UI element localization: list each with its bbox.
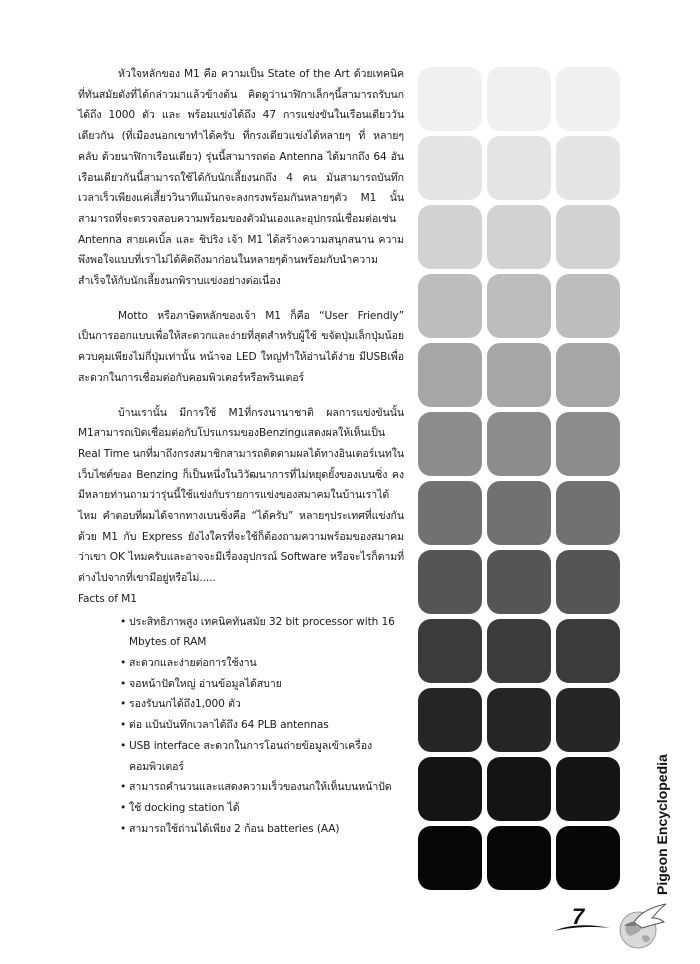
gradient-tile bbox=[418, 757, 482, 821]
gradient-tile bbox=[487, 67, 551, 131]
fact-item: • จอหน้าปัดใหญ่ อ่านข้อมูลได้สบาย bbox=[120, 674, 404, 695]
gradient-tile bbox=[556, 619, 620, 683]
gradient-tile bbox=[418, 619, 482, 683]
facts-title: Facts of M1 bbox=[78, 592, 137, 605]
gradient-tile bbox=[418, 274, 482, 338]
gradient-tile bbox=[556, 688, 620, 752]
fact-item: • สามารถใช้ถ่านได้เพียง 2 ก้อน batteries (AA) bbox=[120, 819, 404, 840]
gradient-tile bbox=[556, 136, 620, 200]
gradient-tile bbox=[418, 205, 482, 269]
article-body bbox=[78, 64, 404, 839]
gradient-tile bbox=[487, 343, 551, 407]
gradient-tile bbox=[487, 274, 551, 338]
fact-item: • สามารถคำนวนและแสดงความเร็วของนกให้เห็นบนหน้าปัด bbox=[120, 777, 404, 798]
gradient-tile bbox=[556, 481, 620, 545]
gradient-tile bbox=[418, 481, 482, 545]
gradient-tile bbox=[487, 205, 551, 269]
gradient-tile bbox=[418, 343, 482, 407]
fact-item: • ประสิทธิภาพสูง เทคนิคทันสมัย 32 bit processor with 16 Mbytes of RAM bbox=[120, 612, 404, 653]
gradient-tile bbox=[556, 550, 620, 614]
gradient-tile bbox=[418, 826, 482, 890]
gradient-tile bbox=[418, 688, 482, 752]
paragraph-intro: หัวใจหลักของ M1 คือ ความเป็น State of the Art ด้วยเทคนิคที่ทันสมัยดังที่ได้กล่าวมาแล้วข้างต้น คิดดูว่านาฬิกาเล็กๆนี้สามารถรับนกได้ถึง 1000 ตัว และ พร้อมแข่งได้ถึง 47 การแข่งขันในเรือนเดียววันเดียวกัน (ที่เมืองนอกเขาทำได้ครับ ที่กรงเดียวแข่งได้หลายๆ ที่ หลายๆ คลับ ด้วยนาฬิกาเรือนเดียว) รุ่นนี้สามารถต่อ Antenna ได้มากถึง 64 อัน เรือนเดียวกันนี้สามารถใช้ได้กับนักเลี้ยงนกถึง 4 คน มันสามารถบันทึกเวลาเร็วเพียงแค่เสี้ยววินาทีแม้นกจะลงกรงพร้อมกันหลายๆตัว M1 นั้นสามารถที่จะตรวจสอบความพร้อมของตัวมันเองและอุปกรณ์เชื่อมต่อเช่น Antenna สายเคเบิ้ล และ ชิปริง เจ้า M1 ได้สร้างความสนุกสนาน ความพึงพอใจแบบที่เราไม่ได้คิดถึงมาก่อนในหลายๆด้านพร้อมกับนำความสำเร็จให้กับนักเลี้ยงนกพิราบแข่งอย่างต่อเนื่อง bbox=[78, 68, 404, 288]
fact-item: • ต่อ แป้นบันทึกเวลาได้ถึง 64 PLB antennas bbox=[120, 715, 404, 736]
gradient-tile bbox=[487, 688, 551, 752]
fact-item: • ใช้ docking station ได้ bbox=[120, 798, 404, 819]
gradient-tile bbox=[556, 274, 620, 338]
gradient-tile bbox=[556, 826, 620, 890]
gradient-tile bbox=[487, 619, 551, 683]
gradient-tile bbox=[556, 757, 620, 821]
fact-item: • USB interface สะดวกในการโอนถ่ายข้อมูลเข้าเครื่องคอมพิวเตอร์ bbox=[120, 736, 404, 777]
gradient-tile bbox=[487, 757, 551, 821]
gradient-tile bbox=[556, 205, 620, 269]
gradient-tile bbox=[487, 136, 551, 200]
gradient-tile bbox=[418, 67, 482, 131]
gradient-tile bbox=[487, 550, 551, 614]
page-number: 7 bbox=[572, 904, 585, 929]
gradient-tile bbox=[418, 412, 482, 476]
gradient-tile bbox=[487, 412, 551, 476]
fact-item: • รองรับนกได้ถึง1,000 ตัว bbox=[120, 694, 404, 715]
fact-item: • สะดวกและง่ายต่อการใช้งาน bbox=[120, 653, 404, 674]
paragraph-motto: Motto หรือภาษิตหลักของเจ้า M1 ก็คือ “User Friendly” เป็นการออกแบบเพื่อให้สะดวกและง่ายที่สุดสำหรับผู้ใช้ ขจัดปุ่มเล็กปุ่มน้อย ควบคุมเพียงไม่กี่ปุ่มเท่านั้น หน้าจอ LED ใหญ่ทำให้อ่านได้ง่าย มีUSBเพื่อสะดวกในการเชื่อมต่อกับคอมพิวเตอร์หรือพรินเตอร์ bbox=[78, 309, 404, 384]
facts-list bbox=[78, 612, 404, 840]
gradient-tile bbox=[556, 412, 620, 476]
paragraph-usage: บ้านเรานั้น มีการใช้ M1ที่กรงนานาชาติ ผลการแข่งขันนั้น M1สามารถเปิดเชื่อมต่อกับโปรแกรมของBenzingแสดงผลให้เห็นเป็น Real Time นกที่มาถึงกรงสมาชิกสามารถติดตามผลได้ทางอินเตอร์เนทในเว็บไซต์ของ Benzing ก็เป็นหนึ่งในวิวัฒนาการที่ไม่หยุดยั้งของเบนซิ่ง คงมีหลายท่านถามว่ารุ่นนี้ใช้แข่งกับรายการแข่งของสมาคมในบ้านเราได้ไหม คำตอบที่ผมได้จากทางเบนซิ่งคือ “ได้ครับ” หลายๆประเทศที่แข่งกันด้วย M1 กับ Express ยังไงใครที่จะใช้ก็ต้องถามความพร้อมของสมาคมว่าเขา OK ไหมครับและอาจจะมีเรื่องอุปกรณ์ Software หรือจะไรก็ตามที่ต่างไปจากที่เขามีอยู่หรือไม่..... bbox=[78, 406, 404, 585]
gradient-tile bbox=[556, 67, 620, 131]
gradient-tile bbox=[487, 826, 551, 890]
gradient-tile bbox=[418, 136, 482, 200]
gradient-tile bbox=[487, 481, 551, 545]
gradient-tile-grid bbox=[418, 67, 618, 890]
gradient-tile bbox=[556, 343, 620, 407]
side-title: Pigeon Encyclopedia bbox=[654, 754, 670, 895]
gradient-tile bbox=[418, 550, 482, 614]
pigeon-globe-logo bbox=[612, 900, 668, 956]
